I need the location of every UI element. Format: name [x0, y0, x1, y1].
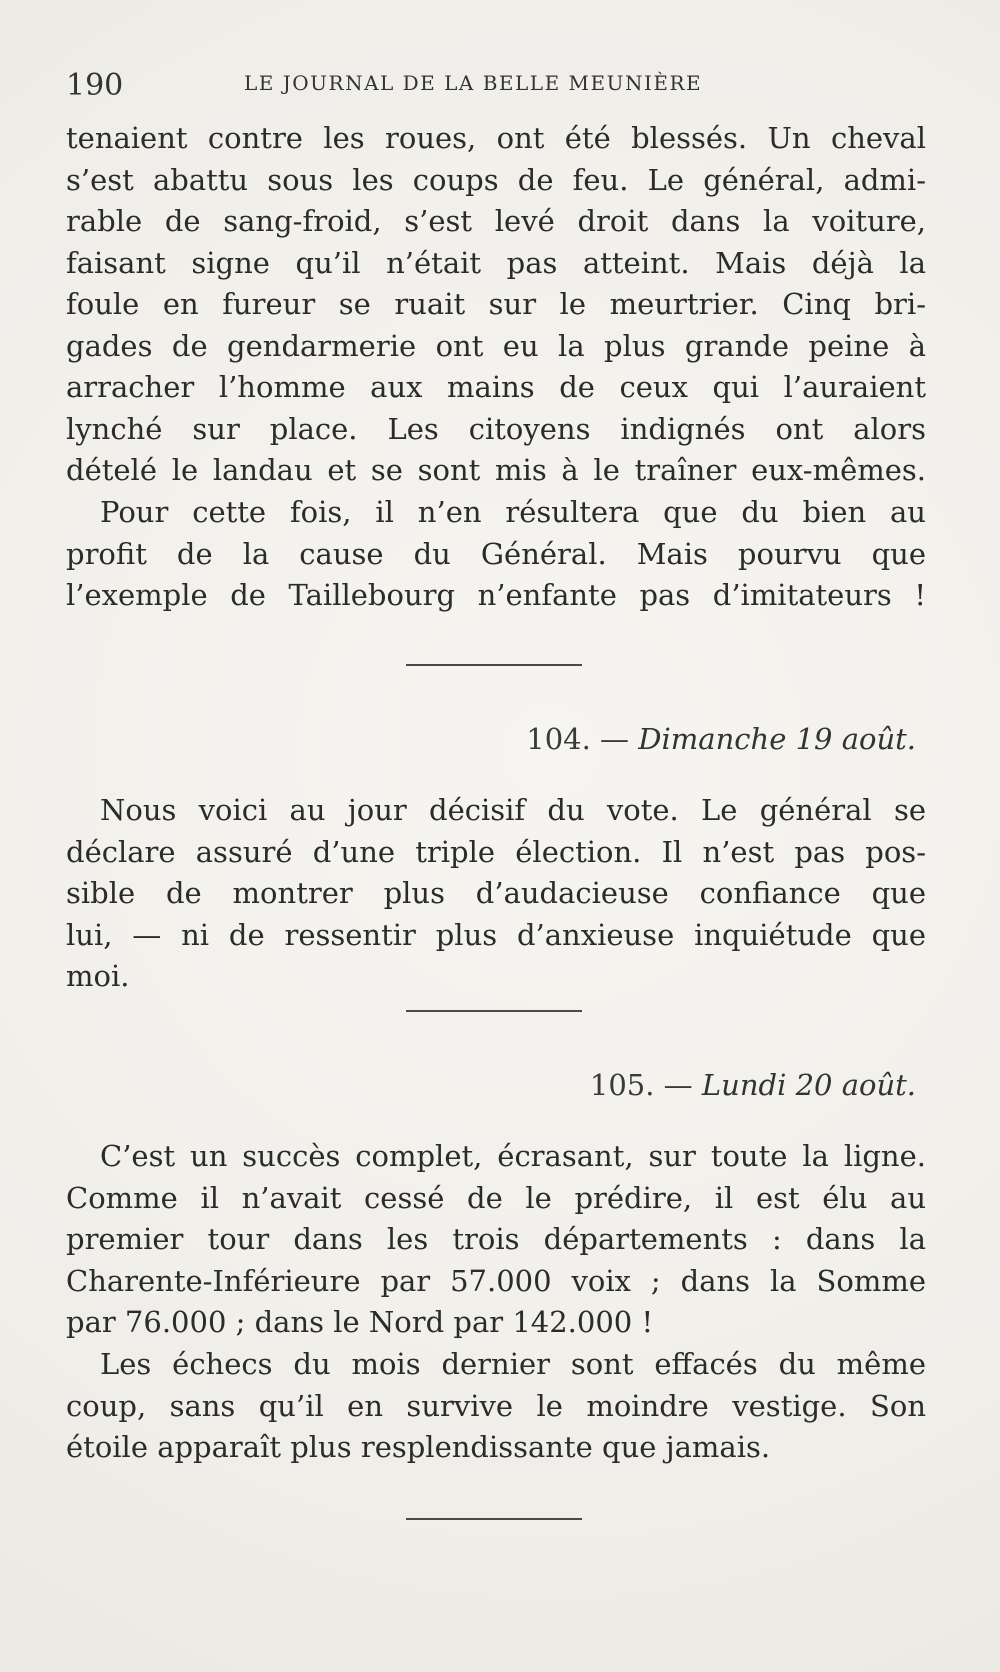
text-line: faisant signe qu’il n’était pas atteint. Mais déjà la — [66, 245, 926, 280]
text-line: l’exemple de Taillebourg n’enfante pas d’imitateurs ! — [66, 578, 926, 612]
text-line: lynché sur place. Les citoyens indignés ont alors — [66, 411, 926, 446]
text-line: tenaient contre les roues, ont été blessés. Un cheval — [66, 121, 926, 155]
text-line: Les échecs du mois dernier sont effacés du même — [100, 1347, 926, 1381]
entry-105-paragraph-2 — [66, 1344, 926, 1469]
section-divider — [406, 1010, 582, 1012]
text-line: déclare assuré d’une triple élection. Il n’est pas pos- — [66, 834, 926, 869]
entry-number: 104. — — [526, 722, 630, 756]
text-line: moi. — [66, 959, 130, 993]
entry-date: Lundi 20 août. — [701, 1068, 916, 1102]
page-header — [66, 64, 926, 104]
continuation-paragraph-1 — [66, 118, 926, 492]
text-line: premier tour dans les trois départements : dans la — [66, 1222, 926, 1256]
text-line: étoile apparaît plus resplendissante que jamais. — [66, 1430, 771, 1464]
text-line: profit de la cause du Général. Mais pourvu que — [66, 536, 926, 571]
entry-heading-104 — [316, 722, 916, 756]
text-line: Charente-Inférieure par 57.000 voix ; dans la Somme — [66, 1263, 926, 1298]
text-line: coup, sans qu’il en survive le moindre vestige. Son — [66, 1388, 926, 1423]
text-line: gades de gendarmerie ont eu la plus grande peine à — [66, 328, 926, 363]
continuation-paragraph-2 — [66, 492, 926, 617]
text-line: s’est abattu sous les coups de feu. Le général, admi- — [66, 162, 926, 197]
text-line: rable de sang-froid, s’est levé droit dans la voiture, — [66, 204, 926, 238]
entry-number: 105. — — [589, 1068, 693, 1102]
text-line: Pour cette fois, il n’en résultera que du bien au — [100, 495, 926, 529]
entry-104-paragraph — [66, 790, 926, 998]
running-title: LE JOURNAL DE LA BELLE MEUNIÈRE — [244, 71, 703, 95]
text-line: dételé le landau et se sont mis à le traîner eux-mêmes. — [66, 453, 926, 487]
page-number: 190 — [66, 68, 124, 103]
text-line: Comme il n’avait cessé de le prédire, il est élu au — [66, 1180, 926, 1215]
text-line: C’est un succès complet, écrasant, sur toute la ligne. — [100, 1139, 926, 1173]
entry-heading-105 — [316, 1068, 916, 1102]
entry-105-paragraph-1 — [66, 1136, 926, 1344]
text-line: Nous voici au jour décisif du vote. Le général se — [100, 793, 926, 827]
section-divider — [406, 664, 582, 666]
section-divider — [406, 1518, 582, 1520]
text-line: arracher l’homme aux mains de ceux qui l’auraient — [66, 370, 926, 404]
entry-date: Dimanche 19 août. — [638, 722, 916, 756]
text-line: foule en fureur se ruait sur le meurtrier. Cinq bri- — [66, 287, 926, 321]
text-line: sible de montrer plus d’audacieuse confiance que — [66, 876, 926, 910]
text-line: lui, — ni de ressentir plus d’anxieuse inquiétude que — [66, 917, 926, 952]
text-line: par 76.000 ; dans le Nord par 142.000 ! — [66, 1305, 654, 1339]
